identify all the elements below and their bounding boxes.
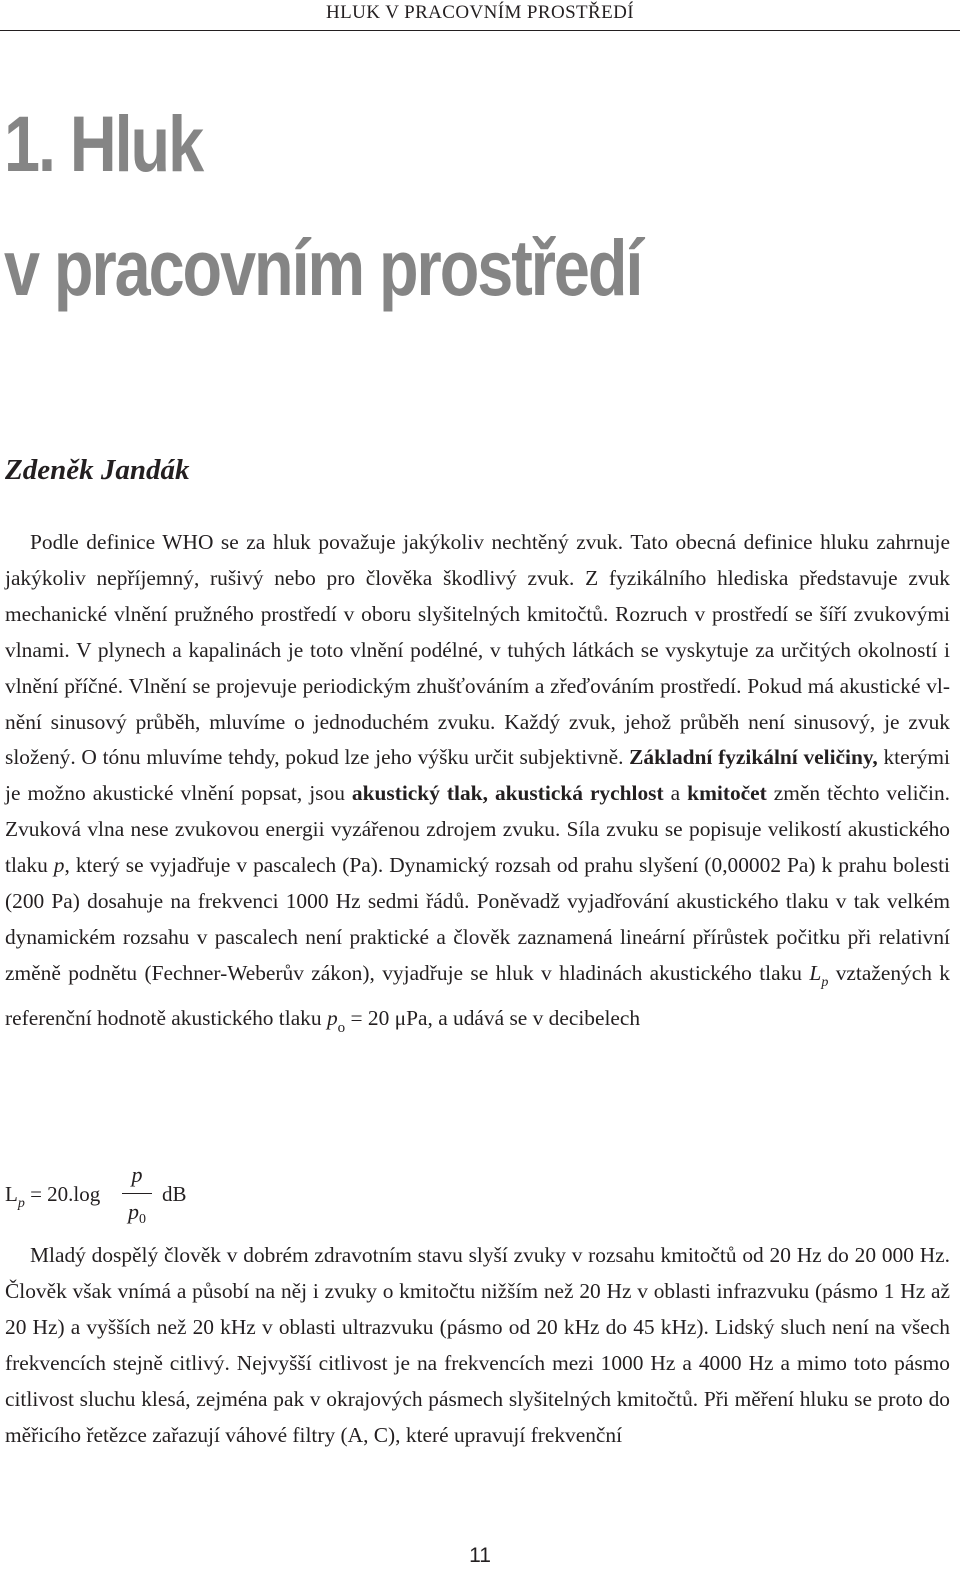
page-number: 11 — [469, 1544, 491, 1567]
paragraph-intro-text-2: kterými je možno akustické vlnění popsat, jsou — [5, 745, 950, 806]
symbol-p0-subscript: o — [337, 1019, 346, 1036]
paragraph-hearing-range: Mladý dospělý člověk v dobrém zdravotním stavu slyší zvuky v rozsahu kmitočtů od 20 Hz do 20 000 Hz. Člověk však vnímá a působí na něj i zvuky o kmitočtu nižším než 20 Hz v oblasti infrazvuku (pásmo 1 Hz až 20 Hz) a vyšších než 20 kHz v oblasti ultrazvuku (pásmo od 20 kHz do 45 kHz). Lidský sluch není na všech frekvencích stejně citlivý. Nejvyšší citlivost je na frekvencích mezi 1000 Hz a 4000 Hz a mimo toto pásmo citlivost sluchu klesá, zejména pak v okrajových pásmech slyšitelných kmitočtů. Při měření hluku se proto do měřicího řetězce zařazují váhové filtry (A, C), které upravují frekvenční — [5, 1243, 950, 1447]
chapter-title-line-2: v pracovním prostředí — [4, 223, 642, 312]
symbol-L: L — [809, 960, 822, 985]
term-frequency: kmitočet — [687, 781, 767, 806]
symbol-p0: p — [326, 1005, 338, 1030]
formula-lhs-subscript: p — [17, 1196, 25, 1211]
paragraph-intro-text-4: změn těchto veličin. Zvuková vlna nese zvukovou energii vyzářenou zdrojem zvuku. Síla zvuku se popisuje velikostí akustického tlaku — [5, 781, 950, 878]
symbol-p: p — [53, 853, 65, 878]
paragraph-intro-text-5: , který se vyjadřuje v pascalech (Pa). Dynamický rozsah od prahu slyšení (0,00002 Pa) k prahu bolesti (200 Pa) dosahuje na frekvenci 1000 Hz sedmi řádů. Poněvadž vyjadřování akustického tlaku v tak velkém dynamickém rozsahu v pascalech není praktické a člověk zaznamená lineární přírůstek počitku při relativní změně podnětu (Fechner-Weberův zákon), vyjadřuje se hluk v hladinách akustického tlaku — [5, 853, 950, 985]
formula-denominator — [122, 1197, 152, 1235]
formula-denominator-symbol: p — [128, 1199, 139, 1225]
paragraph-intro-text-6: vztažených k referenční hodnotě akustického tlaku — [5, 960, 950, 1030]
chapter-title-line-1: 1. Hluk — [4, 99, 203, 188]
formula-fraction-bar — [122, 1193, 152, 1194]
paragraph-intro-text-3: a — [663, 781, 688, 806]
paragraph-intro-text-7: = 20 μPa, a udává se v decibelech — [345, 1005, 641, 1030]
formula-sound-pressure-level — [5, 1160, 305, 1235]
running-header — [0, 0, 960, 31]
paragraph-intro — [5, 525, 950, 1047]
symbol-L-subscript: p — [821, 974, 829, 990]
formula-unit: dB — [162, 1182, 187, 1206]
term-pressure-velocity: akustický tlak, akustická rychlost — [351, 781, 664, 806]
term-basic-quantities: Základní fyzikální veličiny, — [629, 745, 878, 770]
chapter-title — [4, 82, 641, 330]
formula-numerator: p — [131, 1162, 143, 1187]
running-header-title: HLUK V PRACOVNÍM PROSTŘEDÍ — [326, 2, 634, 23]
formula-lhs-symbol: L — [5, 1182, 18, 1206]
formula-lhs — [5, 1182, 100, 1212]
formula-equals-log: = 20.log — [24, 1182, 101, 1206]
author-name: Zdeněk Jandák — [5, 454, 190, 486]
paragraph-intro-text-1: Podle definice WHO se za hluk považuje jakýkoliv nechtěný zvuk. Tato obecná definice hluku zahrnuje jakýkoliv nepříjemný, rušivý nebo pro člověka škodlivý zvuk. Z fyzikálního hlediska představuje zvuk mechanické vlnění pružného prostředí v oboru slyšitelných kmitočtů. Rozruch v prostředí se šíří zvukovými vlnami. V plynech a kapalinách je toto vlnění podélné, v tuhých látkách se vyskytuje za určitých okolností i vlnění příčné. Vlnění se projevuje periodickým zhušťováním a zřeďováním prostředí. Pokud má akustické vlnění sinusový průběh, mluvíme o jednoduchém zvuku. Každý zvuk, jehož průběh není sinusový, je zvuk složený. O tónu mluvíme tehdy, pokud lze jeho výšku určit subjektivně. — [5, 530, 950, 770]
formula-denominator-subscript: 0 — [139, 1212, 146, 1228]
formula-fraction — [122, 1160, 152, 1235]
